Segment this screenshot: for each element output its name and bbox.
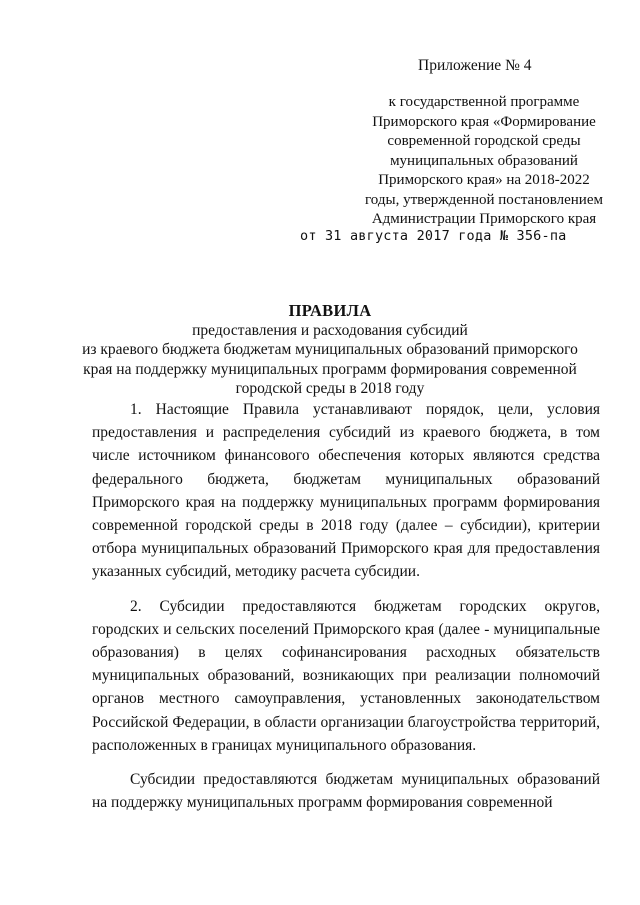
appendix-line: Приморского края «Формирование xyxy=(372,113,596,130)
document-heading xyxy=(60,301,600,399)
heading-subtitle-line: городской среды в 2018 году xyxy=(235,380,425,398)
heading-subtitle-line: края на поддержку муниципальных программ формирования современной xyxy=(83,360,577,378)
appendix-line: муниципальных образований xyxy=(390,152,578,169)
heading-subtitle-line: из краевого бюджета бюджетам муниципальных образований приморского xyxy=(82,341,578,359)
appendix-line: Администрации Приморского края xyxy=(371,211,597,227)
appendix-line: к государственной программе xyxy=(388,94,580,110)
paragraph-3: Субсидии предоставляются бюджетам муниципальных образований на поддержку муниципальных программ формирования современной xyxy=(92,771,600,812)
appendix-line: Приморского края» на 2018-2022 xyxy=(378,172,590,188)
paragraph-2: 2. Субсидии предоставляются бюджетам городских округов, городских и сельских поселений Приморского края (далее - муниципальные образования) в целях софинансирования расходных обязательств муниципальных образований, возникающих при реализации полномочий органов местного самоуправления, установленных законодательством Российской Федерации, в области организации благоустройства территорий, расположенных в границах муниципального образования. xyxy=(92,597,600,754)
heading-subtitle xyxy=(60,321,600,399)
document-body xyxy=(92,398,600,814)
appendix-line: современной городской среды xyxy=(387,133,581,149)
decree-date-number: от 31 августа 2017 года № 356-па xyxy=(300,228,567,244)
appendix-reference xyxy=(340,93,628,230)
heading-title: ПРАВИЛА xyxy=(288,301,372,320)
paragraph-1: 1. Настоящие Правила устанавливают порядок, цели, условия предоставления и распределения субсидий из краевого бюджета, в том числе источником финансового обеспечения которых являются средства федерального бюджета, бюджетам муниципальных образований Приморского края на поддержку муниципальных программ формирования современной городской среды в 2018 году (далее – субсидии), критерии отбора муниципальных образований Приморского края для предоставления указанных субсидий, методику расчета субсидии. xyxy=(92,401,600,581)
appendix-line: годы, утвержденной постановлением xyxy=(365,191,603,208)
appendix-title: Приложение № 4 xyxy=(418,57,532,74)
heading-subtitle-line: предоставления и расходования субсидий xyxy=(192,321,468,339)
